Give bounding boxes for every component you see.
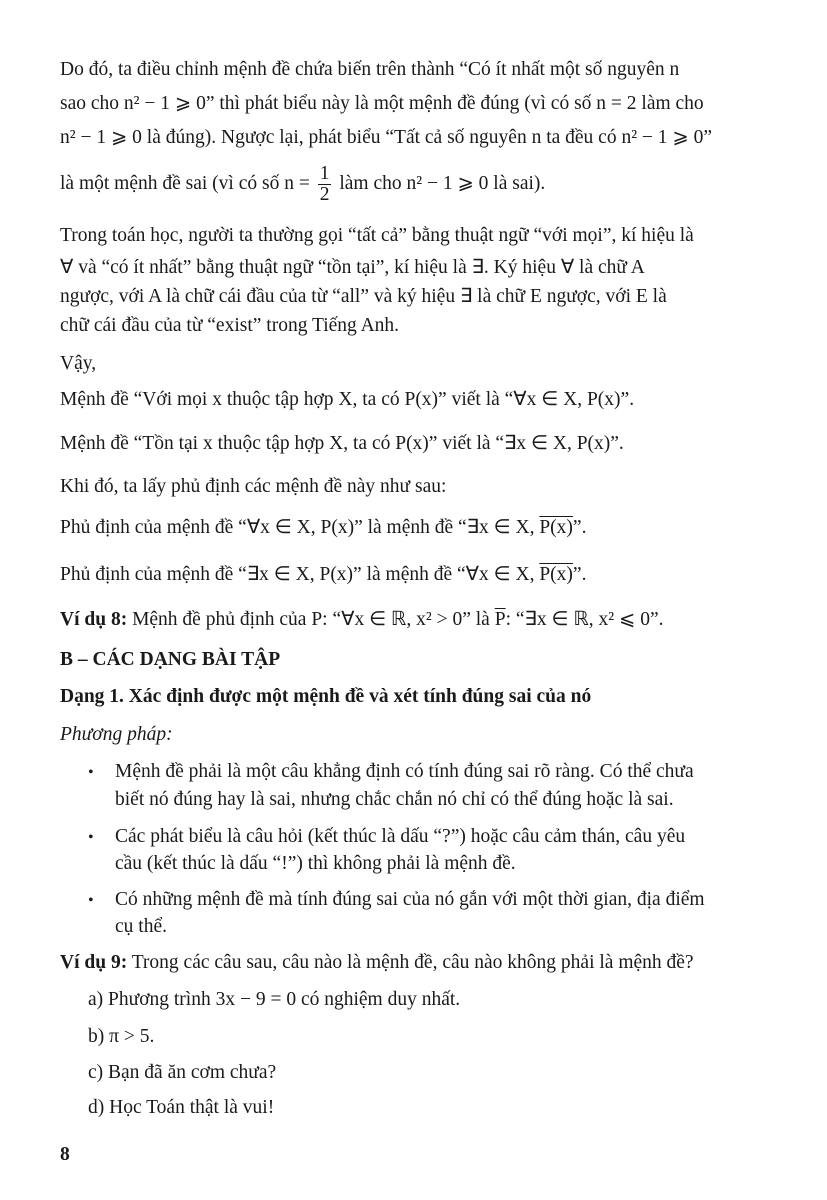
text: ”. <box>572 517 587 538</box>
section-heading: B – CÁC DẠNG BÀI TẬP <box>60 649 281 670</box>
text: Phủ định của mệnh đề “∀x ∈ X, P(x)” là mệnh đề “∃x ∈ X, <box>60 517 540 538</box>
forall-definition: Mệnh đề “Với mọi x thuộc tập hợp X, ta có P(x)” viết là “∀x ∈ X, P(x)”. <box>60 389 635 410</box>
bullet-text: cầu (kết thúc là dấu “!”) thì không phải là mệnh đề. <box>115 853 516 874</box>
subsection-heading: Dạng 1. Xác định được một mệnh đề và xét tính đúng sai của nó <box>60 686 592 707</box>
exists-definition: Mệnh đề “Tồn tại x thuộc tập hợp X, ta có P(x)” viết là “∃x ∈ X, P(x)”. <box>60 433 624 454</box>
text-line: sao cho n² − 1 ⩾ 0” thì phát biểu này là một mệnh đề đúng (vì có số n = 2 làm cho <box>60 93 704 114</box>
text: làm cho n² − 1 ⩾ 0 là sai). <box>339 173 546 194</box>
option-a: a) Phương trình 3x − 9 = 0 có nghiệm duy nhất. <box>88 989 461 1010</box>
text: ”. <box>572 564 587 585</box>
text-line: chữ cái đầu của từ “exist” trong Tiếng Anh. <box>60 315 400 336</box>
text-line: ∀ và “có ít nhất” bằng thuật ngữ “tồn tại”, kí hiệu là ∃. Ký hiệu ∀ là chữ A <box>60 257 645 278</box>
negated-predicate: P(x) <box>539 564 573 585</box>
negated-p: $\overline{P}$ <box>494 609 506 630</box>
option-d: d) Học Toán thật là vui! <box>88 1097 275 1118</box>
example-label: Ví dụ 8: <box>60 609 128 630</box>
negation-exists <box>60 563 586 587</box>
method-label: Phương pháp: <box>60 724 173 745</box>
text-line: Vậy, <box>60 353 97 374</box>
fraction <box>318 164 332 205</box>
text: Mệnh đề phủ định của P: “∀x ∈ ℝ, x² > 0” là <box>127 609 495 630</box>
text: Trong các câu sau, câu nào là mệnh đề, câu nào không phải là mệnh đề? <box>127 952 694 973</box>
text: là một mệnh đề sai (vì có số n = <box>60 173 310 194</box>
bullet-icon: • <box>88 764 94 781</box>
page-number: 8 <box>60 1144 70 1165</box>
option-c: c) Bạn đã ăn cơm chưa? <box>88 1062 277 1083</box>
bullet-text: Mệnh đề phải là một câu khẳng định có tính đúng sai rõ ràng. Có thể chưa <box>115 761 694 782</box>
text-line: n² − 1 ⩾ 0 là đúng). Ngược lại, phát biểu “Tất cả số nguyên n ta đều có n² − 1 ⩾ 0” <box>60 127 713 148</box>
text-line: Trong toán học, người ta thường gọi “tất cả” bằng thuật ngữ “với mọi”, kí hiệu là <box>60 225 694 246</box>
numerator: 1 <box>319 163 330 185</box>
bullet-text: biết nó đúng hay là sai, nhưng chắc chắn nó chỉ có thể đúng hoặc là sai. <box>115 789 674 810</box>
text-line: ngược, với A là chữ cái đầu của từ “all” và ký hiệu ∃ là chữ E ngược, với E là <box>60 286 667 307</box>
text: : “∃x ∈ ℝ, x² ⩽ 0”. <box>505 609 664 630</box>
bullet-text: Có những mệnh đề mà tính đúng sai của nó gắn với một thời gian, địa điểm <box>115 889 705 910</box>
bullet-text: cụ thể. <box>115 916 167 937</box>
text-line <box>60 160 545 208</box>
negated-predicate: P(x) <box>539 517 573 538</box>
example-9 <box>60 951 694 975</box>
example-label: Ví dụ 9: <box>60 952 128 973</box>
text-line: Do đó, ta điều chỉnh mệnh đề chứa biến trên thành “Có ít nhất một số nguyên n <box>60 59 680 80</box>
bullet-icon: • <box>88 892 94 909</box>
negation-intro: Khi đó, ta lấy phủ định các mệnh đề này như sau: <box>60 476 447 497</box>
denominator: 2 <box>319 184 330 206</box>
option-b: b) π > 5. <box>88 1026 155 1047</box>
text: Phủ định của mệnh đề “∃x ∈ X, P(x)” là mệnh đề “∀x ∈ X, <box>60 564 540 585</box>
negation-forall <box>60 516 586 540</box>
bullet-text: Các phát biểu là câu hỏi (kết thúc là dấu “?”) hoặc câu cảm thán, câu yêu <box>115 826 686 847</box>
example-8 <box>60 608 663 632</box>
bullet-icon: • <box>88 829 94 846</box>
